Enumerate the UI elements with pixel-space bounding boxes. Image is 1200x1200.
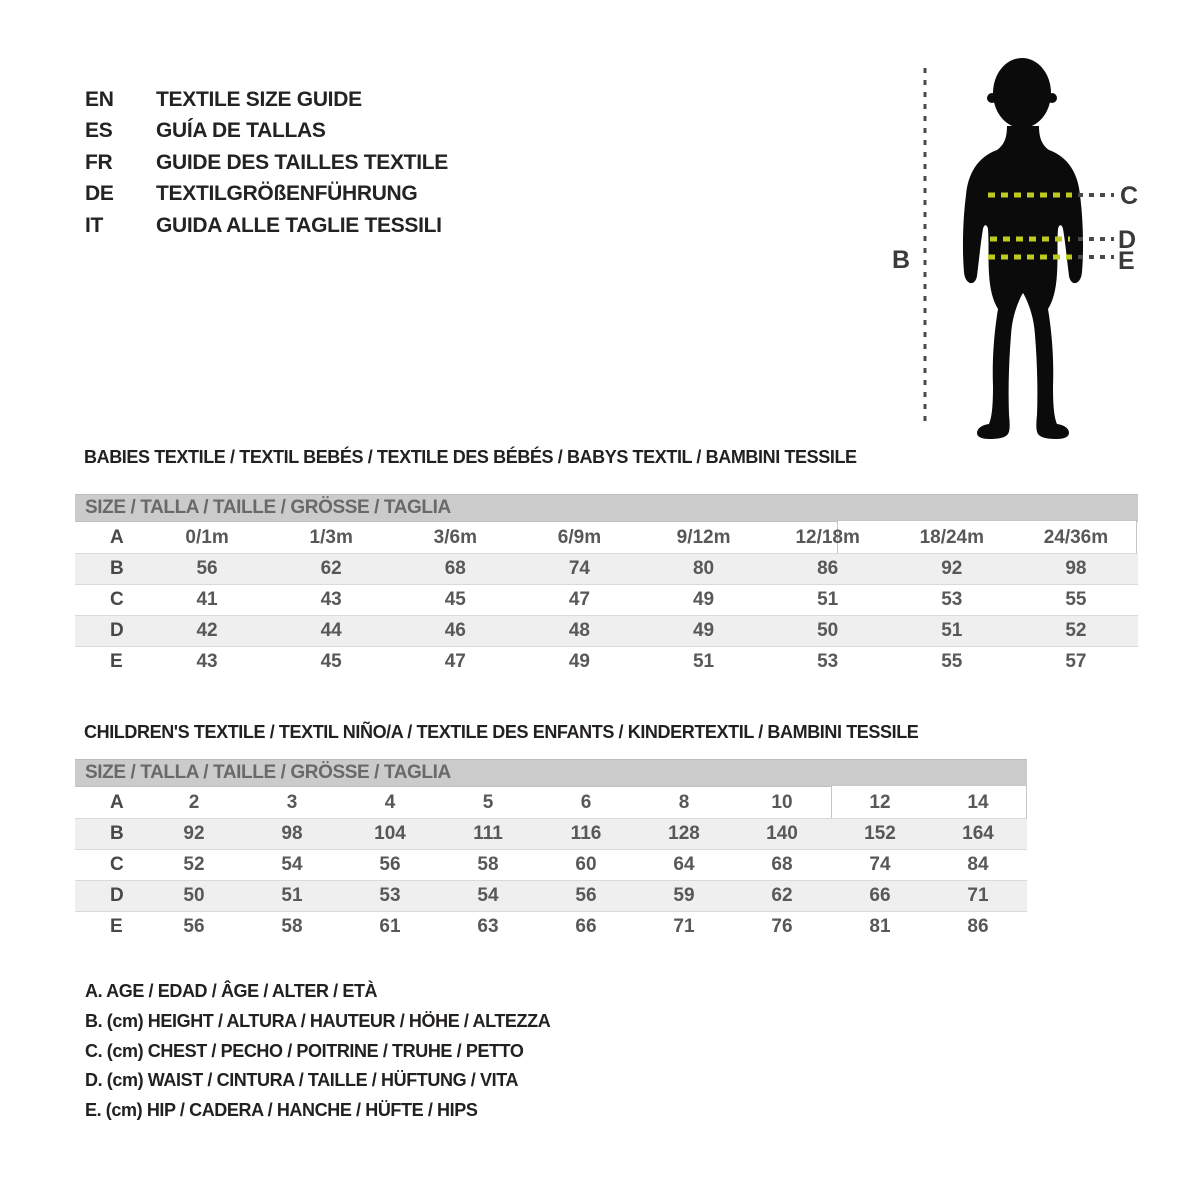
measurement-legend [85,977,550,1125]
legend-line: C. (cm) CHEST / PECHO / POITRINE / TRUHE / PETTO [85,1040,524,1061]
figure-label-c: C [1120,182,1139,210]
size-cell: 3 [286,791,298,813]
size-cell: 56 [196,558,218,579]
size-cell: 74 [568,558,590,579]
size-cell: 45 [444,589,466,610]
size-cell: 60 [575,854,597,875]
size-cell: 54 [477,885,499,906]
size-cell: 43 [320,589,342,610]
size-cell: 58 [281,916,303,937]
legend-line: A. AGE / EDAD / ÂGE / ALTER / ETÀ [85,981,378,1002]
size-cell: 57 [1065,651,1087,672]
table-row-d [75,880,1027,911]
size-cell: 61 [379,916,401,937]
legend-line: B. (cm) HEIGHT / ALTURA / HAUTEUR / HÖHE / ALTEZZA [85,1011,551,1032]
size-cell: 12 [869,791,891,813]
children-table-header: SIZE / TALLA / TAILLE / GRÖSSE / TAGLIA [75,759,1027,787]
size-cell: 52 [1065,620,1087,641]
language-code: ES [85,119,113,143]
size-cell: 86 [967,916,989,937]
size-cell: 55 [1065,589,1087,610]
size-cell: 6/9m [557,526,602,548]
language-code: IT [85,213,104,237]
language-code: DE [85,182,114,206]
language-row [85,210,448,242]
size-cell: 42 [196,620,218,641]
row-letter: B [110,823,124,844]
row-letter: C [110,854,124,875]
size-cell: 81 [869,916,891,937]
size-cell: 64 [673,854,695,875]
size-cell: 18/24m [919,526,985,548]
size-cell: 49 [692,620,715,641]
language-row [85,84,448,116]
row-letter: C [110,589,124,610]
language-row [85,147,448,179]
size-cell: 14 [967,791,989,813]
row-letter: B [110,558,124,579]
row-letter: A [110,526,124,548]
table-row-e [75,646,1138,677]
size-cell: 51 [817,589,839,610]
language-title: TEXTILE SIZE GUIDE [156,87,362,111]
size-cell: 92 [183,823,205,844]
size-cell: 6 [580,791,592,813]
size-cell: 50 [183,885,205,906]
table-row-b [75,553,1138,584]
row-letter: E [110,916,123,937]
size-cell: 9/12m [676,526,731,548]
size-cell: 98 [281,823,303,844]
size-cell: 43 [196,651,218,672]
size-cell: 59 [673,885,695,906]
size-cell: 152 [864,823,896,844]
size-cell: 5 [482,791,494,813]
size-cell: 8 [678,791,690,813]
row-letter: E [110,651,123,672]
size-cell: 53 [379,885,401,906]
row-letter: D [110,885,124,906]
table-row-d [75,615,1138,646]
size-cell: 4 [384,791,396,813]
table-row-a [75,787,1027,818]
size-cell: 56 [183,916,205,937]
size-cell: 71 [673,916,695,937]
language-title: GUÍA DE TALLAS [156,119,326,143]
size-cell: 51 [941,620,963,641]
figure-label-d: D [1118,226,1137,254]
size-cell: 10 [771,791,793,813]
legend-line: D. (cm) WAIST / CINTURA / TAILLE / HÜFTUNG / VITA [85,1070,519,1091]
language-row [85,116,448,148]
size-cell: 66 [575,916,597,937]
children-size-table [75,759,1027,942]
size-cell: 41 [196,589,218,610]
size-cell: 51 [692,651,715,672]
figure-label-e: E [1118,247,1135,275]
size-cell: 104 [374,823,406,844]
babies-size-table [75,494,1138,677]
size-cell: 1/3m [309,526,353,548]
size-cell: 116 [570,823,602,844]
size-cell: 84 [967,854,989,875]
size-cell: 140 [766,823,798,844]
size-cell: 111 [473,823,503,844]
size-cell: 76 [771,916,793,937]
size-cell: 128 [668,823,700,844]
size-cell: 46 [444,620,466,641]
size-cell: 24/36m [1043,526,1109,548]
babies-table-header: SIZE / TALLA / TAILLE / GRÖSSE / TAGLIA [75,494,1138,522]
language-title: GUIDE DES TAILLES TEXTILE [156,150,448,174]
size-cell: 0/1m [185,526,229,548]
size-cell: 92 [941,558,963,579]
size-cell: 2 [188,791,200,813]
size-cell: 74 [869,854,891,875]
size-cell: 3/6m [433,526,477,548]
size-cell: 53 [817,651,839,672]
size-cell: 62 [771,885,793,906]
size-cell: 53 [941,589,963,610]
table-row-a [75,522,1138,553]
language-title: GUIDA ALLE TAGLIE TESSILI [156,213,442,237]
size-cell: 68 [444,558,466,579]
table-row-c [75,584,1138,615]
size-cell: 63 [477,916,499,937]
babies-section-title: BABIES TEXTILE / TEXTIL BEBÉS / TEXTILE DES BÉBÉS / BABYS TEXTIL / BAMBINI TESSILE [84,447,857,467]
language-row [85,179,448,211]
table-row-e [75,911,1027,942]
language-title: TEXTILGRÖßENFÜHRUNG [156,182,418,206]
size-cell: 51 [281,885,303,906]
row-letter: D [110,620,124,641]
size-cell: 12/18m [795,526,860,548]
size-cell: 68 [771,854,793,875]
size-cell: 56 [575,885,597,906]
size-cell: 49 [568,651,590,672]
size-cell: 98 [1065,558,1087,579]
size-cell: 71 [967,885,989,906]
size-cell: 86 [817,558,839,579]
legend-line: E. (cm) HIP / CADERA / HANCHE / HÜFTE / HIPS [85,1100,478,1121]
silhouette-shape [963,58,1083,439]
size-cell: 44 [320,620,342,641]
size-cell: 49 [692,589,715,610]
children-section-title: CHILDREN'S TEXTILE / TEXTIL NIÑO/A / TEXTILE DES ENFANTS / KINDERTEXTIL / BAMBINI TESSILE [84,722,919,742]
row-letter: A [110,791,124,813]
size-cell: 56 [379,854,401,875]
table-row-b [75,818,1027,849]
size-cell: 80 [692,558,715,579]
size-cell: 45 [320,651,342,672]
child-silhouette-figure [880,38,1160,443]
size-cell: 58 [477,854,499,875]
size-cell: 47 [444,651,466,672]
size-cell: 66 [869,885,891,906]
size-cell: 54 [281,854,303,875]
size-cell: 47 [568,589,590,610]
size-cell: 164 [962,823,994,844]
language-code: EN [85,87,114,111]
size-cell: 50 [817,620,839,641]
size-cell: 48 [568,620,590,641]
size-cell: 62 [320,558,342,579]
language-code: FR [85,150,113,174]
size-cell: 55 [941,651,963,672]
figure-label-b: B [892,246,911,274]
table-row-c [75,849,1027,880]
language-list [85,84,448,242]
size-cell: 52 [183,854,205,875]
